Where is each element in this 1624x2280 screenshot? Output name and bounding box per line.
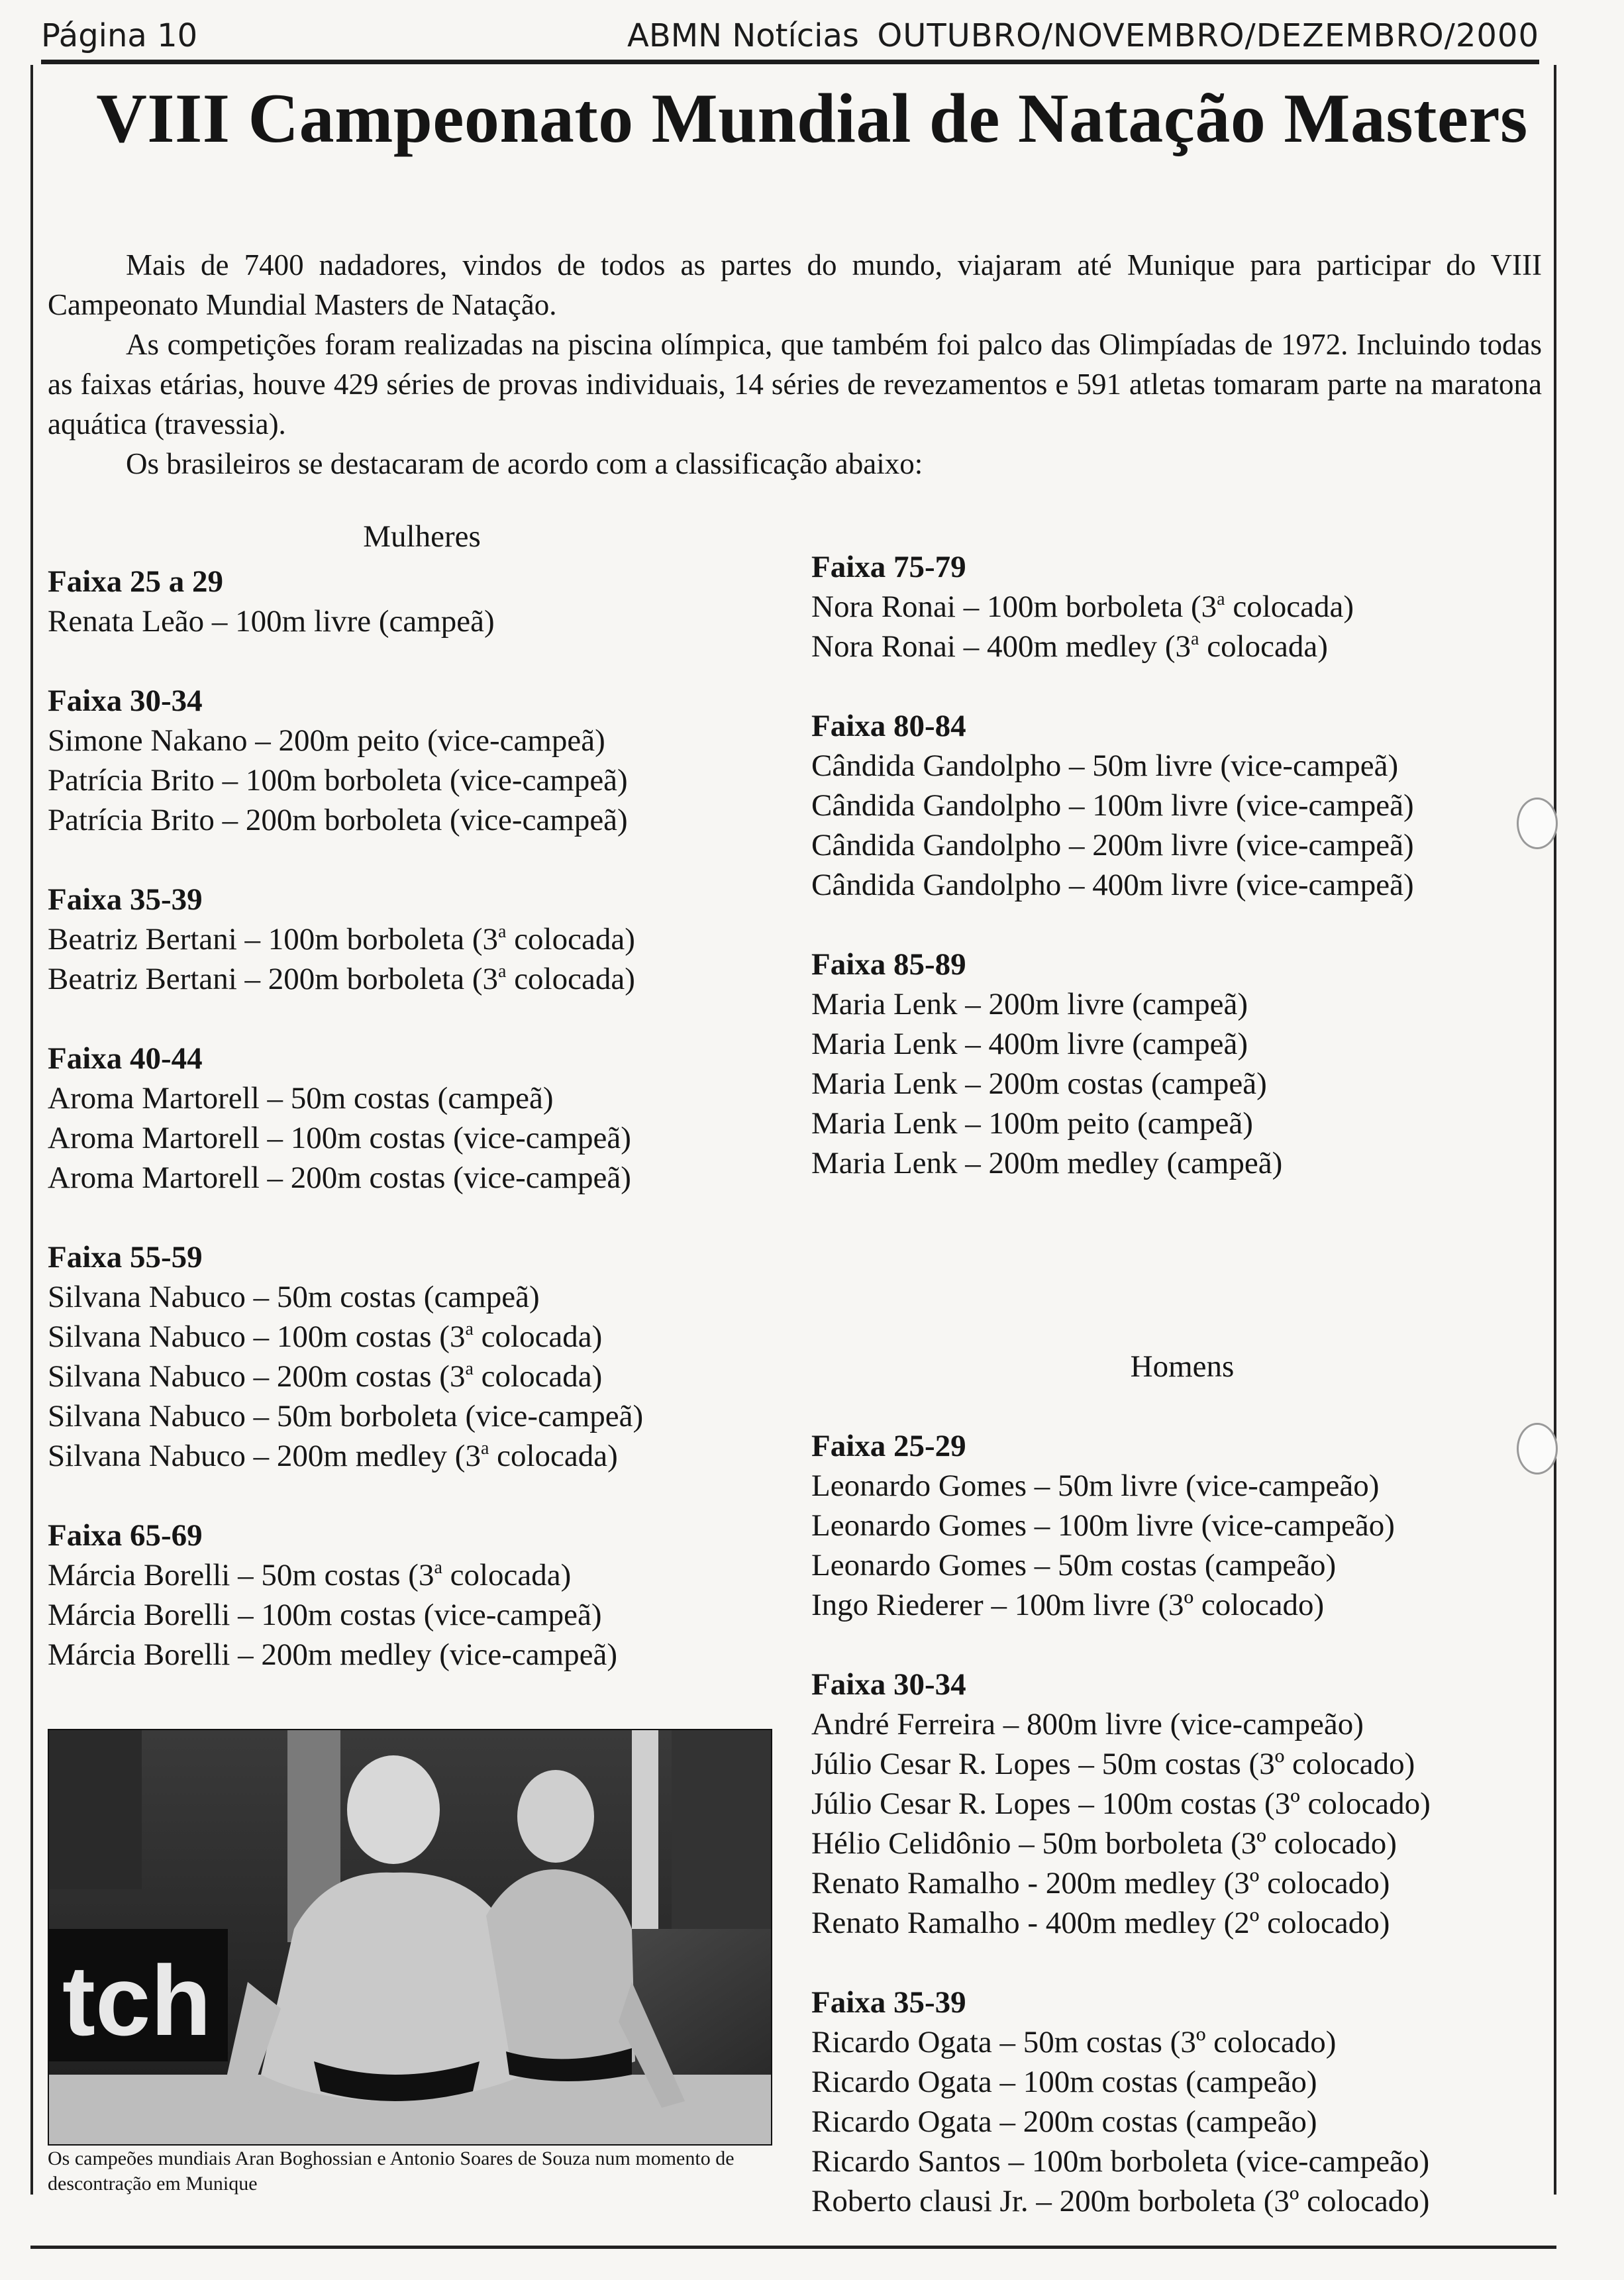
result-text: Renata Leão – 100m livre (campeã) xyxy=(48,604,495,639)
footer-rule xyxy=(30,2246,1556,2249)
result-text: Ricardo Ogata – 50m costas (3º colocado) xyxy=(811,2025,1337,2059)
frame-left-rule xyxy=(30,65,33,2195)
result-text: Hélio Celidônio – 50m borboleta (3º colocado) xyxy=(811,1826,1397,1861)
photo-caption: Os campeões mundiais Aran Boghossian e Antonio Soares de Souza num momento de descontração em Munique xyxy=(48,2148,735,2195)
result-line xyxy=(48,1436,796,1476)
swimmers-photo xyxy=(48,1729,772,2146)
result-text-end: colocada) xyxy=(506,962,635,996)
result-line xyxy=(811,1903,1553,1943)
result-line xyxy=(48,1078,796,1118)
result-text: Ricardo Santos – 100m borboleta (vice-campeão) xyxy=(811,2144,1430,2179)
result-line xyxy=(811,1506,1553,1545)
banner-text: tch xyxy=(62,1945,211,2056)
result-line xyxy=(48,1595,796,1635)
result-line xyxy=(48,919,796,959)
result-text: Aroma Martorell – 100m costas (vice-campeã) xyxy=(48,1121,631,1155)
punch-hole xyxy=(1517,798,1558,849)
result-text-end: colocada) xyxy=(1225,590,1354,624)
result-text: Márcia Borelli – 200m medley (vice-campeã) xyxy=(48,1637,617,1672)
result-text: Ingo Riederer – 100m livre (3º colocado) xyxy=(811,1588,1325,1622)
page-number: Página 10 xyxy=(41,17,198,54)
ordinal-suffix: a xyxy=(498,921,507,942)
result-text: Maria Lenk – 200m medley (campeã) xyxy=(811,1146,1283,1180)
result-group xyxy=(48,1039,796,1198)
result-text: Cândida Gandolpho – 50m livre (vice-campeã) xyxy=(811,749,1399,783)
article-intro xyxy=(48,245,1542,484)
result-line xyxy=(48,959,796,999)
result-line xyxy=(48,1357,796,1396)
result-text: Maria Lenk – 200m costas (campeã) xyxy=(811,1066,1267,1101)
result-text: Aroma Martorell – 50m costas (campeã) xyxy=(48,1081,554,1115)
result-line xyxy=(811,627,1553,666)
intro-paragraph: As competições foram realizadas na piscina olímpica, que também foi palco das Olimpíadas de 1972. Incluindo todas as faixas etárias, houve 429 séries de provas individuais, 14 séries de revezamentos e 591 atletas tomaram parte na maratona aquática (travessia). xyxy=(48,328,1542,440)
ordinal-suffix: a xyxy=(465,1319,474,1339)
result-line xyxy=(48,800,796,840)
intro-paragraph: Mais de 7400 nadadores, vindos de todos as partes do mundo, viajaram até Munique para participar do VIII Campeonato Mundial Masters de Natação. xyxy=(48,248,1542,321)
result-line xyxy=(48,601,796,641)
result-text: Patrícia Brito – 100m borboleta (vice-campeã) xyxy=(48,763,628,798)
result-text-end: colocada) xyxy=(473,1359,603,1394)
result-text: Márcia Borelli – 50m costas (3 xyxy=(48,1558,434,1592)
intro-paragraph: Os brasileiros se destacaram de acordo com a classificação abaixo: xyxy=(126,447,923,480)
result-text: Aroma Martorell – 200m costas (vice-campeã) xyxy=(48,1161,631,1195)
result-line xyxy=(811,2142,1553,2181)
result-text: Silvana Nabuco – 200m costas (3 xyxy=(48,1359,466,1394)
punch-hole xyxy=(1517,1423,1558,1475)
result-text: Leonardo Gomes – 50m livre (vice-campeão) xyxy=(811,1469,1380,1503)
result-line xyxy=(811,1064,1553,1104)
age-group-title: Faixa 25-29 xyxy=(811,1429,966,1463)
age-group-title: Faixa 30-34 xyxy=(811,1667,966,1702)
frame-right-rule xyxy=(1554,65,1556,2195)
result-line xyxy=(811,2102,1553,2142)
result-line xyxy=(811,1863,1553,1903)
age-group-title: Faixa 75-79 xyxy=(811,550,966,584)
women-groups-left xyxy=(48,562,796,1675)
photo-illustration xyxy=(49,1730,771,2144)
header-rule xyxy=(41,60,1539,64)
result-text-end: colocada) xyxy=(1199,629,1328,664)
result-line xyxy=(811,2022,1553,2062)
page-header xyxy=(41,13,1539,61)
ordinal-suffix: a xyxy=(434,1557,442,1578)
result-line xyxy=(48,1277,796,1317)
result-line xyxy=(811,2062,1553,2102)
result-group xyxy=(811,1665,1553,1943)
result-line xyxy=(48,1158,796,1198)
result-group xyxy=(48,1237,796,1476)
ordinal-suffix: a xyxy=(465,1359,474,1379)
result-text: Maria Lenk – 100m peito (campeã) xyxy=(811,1106,1253,1141)
result-line xyxy=(811,786,1553,825)
age-group-title: Faixa 65-69 xyxy=(48,1518,203,1553)
result-group xyxy=(48,880,796,999)
result-text-end: colocada) xyxy=(489,1439,618,1473)
result-text: Beatriz Bertani – 200m borboleta (3 xyxy=(48,962,498,996)
result-line xyxy=(48,1555,796,1595)
age-group-title: Faixa 85-89 xyxy=(811,947,966,982)
ordinal-suffix: a xyxy=(498,961,507,982)
result-line xyxy=(811,1466,1553,1506)
issue-date: OUTUBRO/NOVEMBRO/DEZEMBRO/2000 xyxy=(877,17,1539,54)
age-group-title: Faixa 40-44 xyxy=(48,1041,203,1076)
result-line xyxy=(811,1585,1553,1625)
women-right-column xyxy=(811,547,1553,1183)
result-group xyxy=(811,1983,1553,2221)
age-group-title: Faixa 35-39 xyxy=(811,1985,966,2020)
result-line xyxy=(811,1024,1553,1064)
men-column xyxy=(811,1347,1553,2221)
article-title: VIII Campeonato Mundial de Natação Masters xyxy=(96,79,1528,157)
result-text: Beatriz Bertani – 100m borboleta (3 xyxy=(48,922,498,957)
women-heading: Mulheres xyxy=(363,519,481,554)
result-group xyxy=(811,945,1553,1183)
result-line xyxy=(811,1545,1553,1585)
result-group xyxy=(811,706,1553,905)
age-group-title: Faixa 25 a 29 xyxy=(48,564,224,599)
result-group xyxy=(811,547,1553,666)
result-text: Ricardo Ogata – 100m costas (campeão) xyxy=(811,2065,1317,2099)
result-text: Leonardo Gomes – 100m livre (vice-campeão) xyxy=(811,1508,1395,1543)
ordinal-suffix: a xyxy=(1217,589,1225,609)
result-line xyxy=(48,760,796,800)
result-text: Silvana Nabuco – 200m medley (3 xyxy=(48,1439,481,1473)
age-group-title: Faixa 30-34 xyxy=(48,684,203,718)
result-line xyxy=(48,1396,796,1436)
men-groups xyxy=(811,1426,1553,2221)
result-line xyxy=(48,1118,796,1158)
result-line xyxy=(811,746,1553,786)
ordinal-suffix: a xyxy=(1191,629,1199,649)
result-line xyxy=(811,984,1553,1024)
publication-name: ABMN Notícias xyxy=(627,17,859,54)
result-line xyxy=(811,1104,1553,1143)
result-text: Silvana Nabuco – 100m costas (3 xyxy=(48,1320,466,1354)
result-text-end: colocada) xyxy=(473,1320,603,1354)
age-group-title: Faixa 80-84 xyxy=(811,709,966,743)
result-text: Maria Lenk – 200m livre (campeã) xyxy=(811,987,1248,1021)
ordinal-suffix: a xyxy=(480,1438,489,1459)
result-line xyxy=(811,865,1553,905)
result-text: Júlio Cesar R. Lopes – 50m costas (3º colocado) xyxy=(811,1747,1415,1781)
age-group-title: Faixa 35-39 xyxy=(48,882,203,917)
result-group xyxy=(48,1516,796,1675)
result-line xyxy=(811,1824,1553,1863)
result-line xyxy=(811,825,1553,865)
result-text-end: colocada) xyxy=(506,922,635,957)
result-group xyxy=(48,562,796,641)
result-line xyxy=(48,1317,796,1357)
result-line xyxy=(811,1143,1553,1183)
result-group xyxy=(811,1426,1553,1625)
result-text: Silvana Nabuco – 50m borboleta (vice-campeã) xyxy=(48,1399,644,1433)
result-text: André Ferreira – 800m livre (vice-campeão) xyxy=(811,1707,1364,1741)
women-left-column xyxy=(48,517,796,1675)
result-text: Patrícia Brito – 200m borboleta (vice-campeã) xyxy=(48,803,628,837)
result-text: Silvana Nabuco – 50m costas (campeã) xyxy=(48,1280,540,1314)
result-line xyxy=(48,1635,796,1675)
result-text: Ricardo Ogata – 200m costas (campeão) xyxy=(811,2104,1317,2139)
result-text-end: colocada) xyxy=(442,1558,572,1592)
result-text: Nora Ronai – 400m medley (3 xyxy=(811,629,1192,664)
result-text: Cândida Gandolpho – 400m livre (vice-campeã) xyxy=(811,868,1414,902)
result-text: Roberto clausi Jr. – 200m borboleta (3º colocado) xyxy=(811,2184,1430,2218)
result-text: Nora Ronai – 100m borboleta (3 xyxy=(811,590,1217,624)
result-text: Renato Ramalho - 200m medley (3º colocado) xyxy=(811,1866,1390,1900)
result-text: Leonardo Gomes – 50m costas (campeão) xyxy=(811,1548,1337,1582)
men-heading: Homens xyxy=(1130,1349,1235,1384)
result-line xyxy=(48,721,796,760)
result-text: Renato Ramalho - 400m medley (2º colocado) xyxy=(811,1906,1390,1940)
result-line xyxy=(811,1744,1553,1784)
result-group xyxy=(48,681,796,840)
age-group-title: Faixa 55-59 xyxy=(48,1240,203,1274)
result-text: Márcia Borelli – 100m costas (vice-campeã) xyxy=(48,1598,602,1632)
result-line xyxy=(811,1784,1553,1824)
women-groups-right xyxy=(811,547,1553,1183)
result-text: Júlio Cesar R. Lopes – 100m costas (3º colocado) xyxy=(811,1787,1431,1821)
result-line xyxy=(811,587,1553,627)
result-line xyxy=(811,2181,1553,2221)
result-text: Cândida Gandolpho – 200m livre (vice-campeã) xyxy=(811,828,1414,862)
result-line xyxy=(811,1704,1553,1744)
result-text: Cândida Gandolpho – 100m livre (vice-campeã) xyxy=(811,788,1414,823)
result-text: Maria Lenk – 400m livre (campeã) xyxy=(811,1027,1248,1061)
result-text: Simone Nakano – 200m peito (vice-campeã) xyxy=(48,723,605,758)
